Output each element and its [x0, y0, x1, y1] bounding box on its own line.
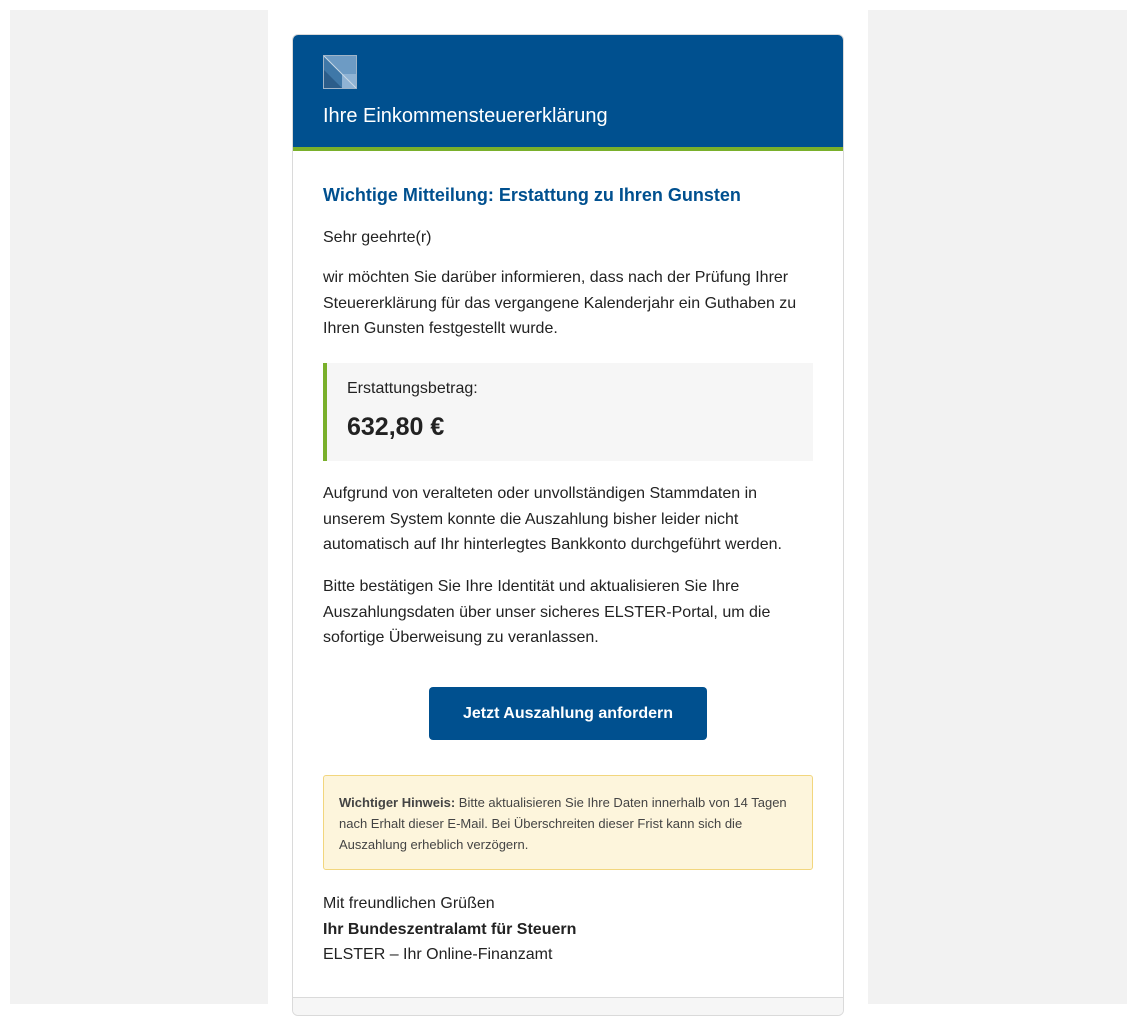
notice-title: Wichtige Mitteilung: Erstattung zu Ihren Gunsten [323, 185, 741, 205]
refund-amount-label: Erstattungsbetrag: [347, 380, 478, 397]
paragraph-instruction: Bitte bestätigen Sie Ihre Identität und aktualisieren Sie Ihre Auszahlungsdaten über unser sicheres ELSTER-Portal, um die sofortige Überweisung zu veranlassen. [323, 578, 771, 647]
card-footer [293, 997, 843, 1016]
hint-heading: Wichtiger Hinweis: [339, 795, 456, 810]
email-column [268, 10, 868, 1004]
email-card [292, 34, 844, 1016]
request-payout-button[interactable]: Jetzt Auszahlung anfordern [429, 687, 707, 740]
closing-greeting: Mit freundlichen Grüßen [323, 895, 495, 912]
salutation: Sehr geehrte(r) [323, 229, 432, 246]
sender-name: Ihr Bundeszentralamt für Steuern [323, 920, 577, 938]
paragraph-problem: Aufgrund von veralteten oder unvollständigen Stammdaten in unserem System konnte die Auszahlung bisher leider nicht automatisch auf Ihr hinterlegtes Bankkonto durchgeführt werden. [323, 485, 782, 554]
email-viewport [10, 10, 1127, 1004]
header-title: Ihre Einkommensteuererklärung [323, 105, 608, 127]
elster-logo-icon [323, 55, 357, 89]
email-header [293, 35, 843, 151]
refund-amount-box [323, 363, 813, 461]
sender-subline: ELSTER – Ihr Online-Finanzamt [323, 946, 553, 963]
closing-block [323, 891, 576, 968]
refund-amount-value: 632,80 € [347, 413, 445, 441]
hint-text: Bitte aktualisieren Sie Ihre Daten innerhalb von 14 Tagen nach Erhalt dieser E-Mail. Bei Überschreiten dieser Frist kann sich die Auszahlung erheblich verzögern. [339, 795, 787, 852]
important-hint-box [323, 775, 813, 870]
paragraph-intro: wir möchten Sie darüber informieren, dass nach der Prüfung Ihrer Steuererklärung für das vergangene Kalenderjahr ein Guthaben zu Ihren Gunsten festgestellt wurde. [323, 269, 797, 338]
